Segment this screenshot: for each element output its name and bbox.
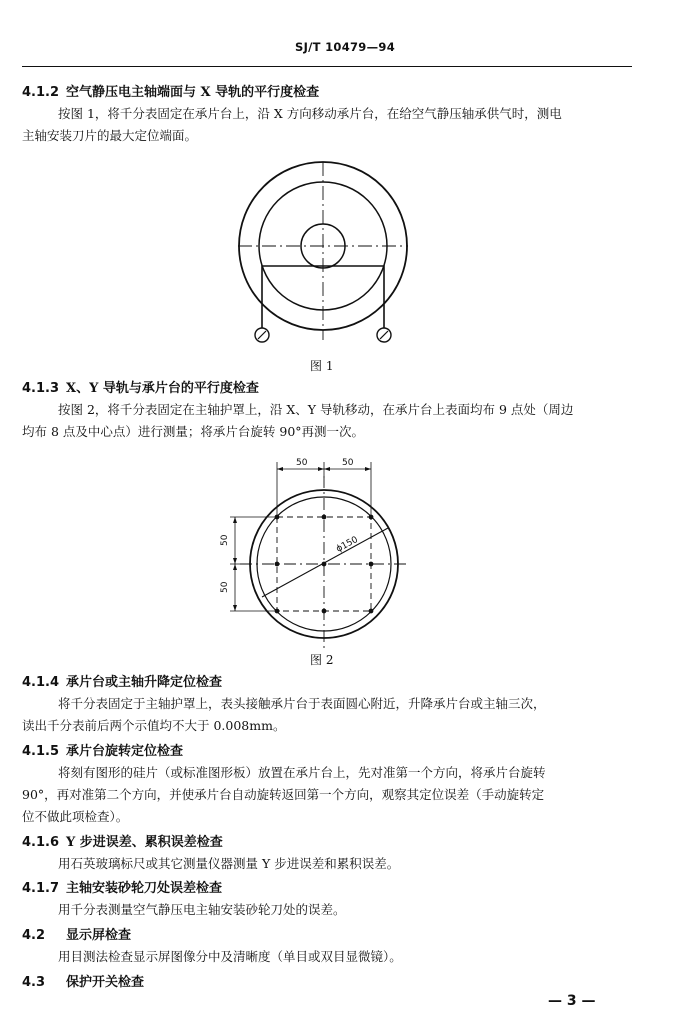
section-heading-4-1-6: 4.1.6 Y 步进误差、累积误差检查 [22, 835, 223, 850]
paragraph-line: 90°，再对准第二个方向，并使承片台自动旋转返回第一个方向，观察其定位误差（手动旋转定 [22, 787, 545, 802]
section-heading-4-1-4: 4.1.4 承片台或主轴升降定位检查 [22, 675, 223, 690]
measure-point [369, 562, 374, 567]
paragraph-line: 均布 8 点及中心点）进行测量；将承片台旋转 90°再测一次。 [22, 424, 365, 439]
dim-label: 50 [220, 534, 230, 546]
measure-point [322, 609, 327, 614]
measure-point [275, 562, 280, 567]
section-heading-4-1-7: 4.1.7 主轴安装砂轮刀处误差检查 [22, 881, 223, 896]
dim-label: 50 [342, 458, 354, 468]
paragraph-line: 用石英玻璃标尺或其它测量仪器测量 Y 步进误差和累积误差。 [58, 856, 400, 871]
measure-point [322, 515, 327, 520]
figure-1-diagram [220, 158, 420, 358]
paragraph-line: 将刻有图形的硅片（或标准图形板）放置在承片台上，先对准第一个方向，将承片台旋转 [58, 765, 546, 780]
figure-2-caption: 图 2 [310, 653, 334, 667]
dim-label: 50 [296, 458, 308, 468]
header-rule [22, 66, 632, 67]
section-heading-4-2: 4.2 显示屏检查 [22, 928, 132, 943]
figure-1-caption: 图 1 [310, 359, 334, 373]
measure-point [275, 609, 280, 614]
paragraph-line: 主轴安装刀片的最大定位端面。 [22, 128, 198, 143]
paragraph-line: 用千分表测量空气静压电主轴安装砂轮刀处的误差。 [58, 902, 346, 917]
page-number: — 3 — [548, 993, 596, 1009]
paragraph-line: 将千分表固定于主轴护罩上，表头接触承片台于表面圆心附近，升降承片台或主轴三次， [58, 696, 546, 711]
measure-point [275, 515, 280, 520]
figure-2-diagram [212, 450, 422, 650]
measure-point [322, 562, 327, 567]
paragraph-line: 用目测法检查显示屏图像分中及清晰度（单目或双目显微镜）。 [58, 949, 402, 964]
section-heading-4-1-2: 4.1.2 空气静压电主轴端面与 X 导轨的平行度检查 [22, 85, 320, 100]
paragraph-line: 位不做此项检查）。 [22, 809, 129, 824]
standard-number: SJ/T 10479—94 [294, 40, 396, 54]
dim-label: 50 [220, 581, 230, 593]
paragraph-line: 按图 2，将千分表固定在主轴护罩上，沿 X、Y 导轨移动，在承片台上表面均布 9 点处（周边 [58, 402, 574, 417]
diameter-label: ϕ150 [334, 534, 360, 555]
measure-point [369, 515, 374, 520]
measure-point [369, 609, 374, 614]
paragraph-line: 按图 1，将千分表固定在承片台上，沿 X 方向移动承片台，在给空气静压轴承供气时，测电 [58, 106, 562, 121]
section-heading-4-3: 4.3 保护开关检查 [22, 975, 145, 990]
section-heading-4-1-3: 4.1.3 X、Y 导轨与承片台的平行度检查 [22, 381, 259, 396]
section-heading-4-1-5: 4.1.5 承片台旋转定位检查 [22, 744, 184, 759]
paragraph-line: 读出千分表前后两个示值均不大于 0.008mm。 [22, 718, 286, 733]
